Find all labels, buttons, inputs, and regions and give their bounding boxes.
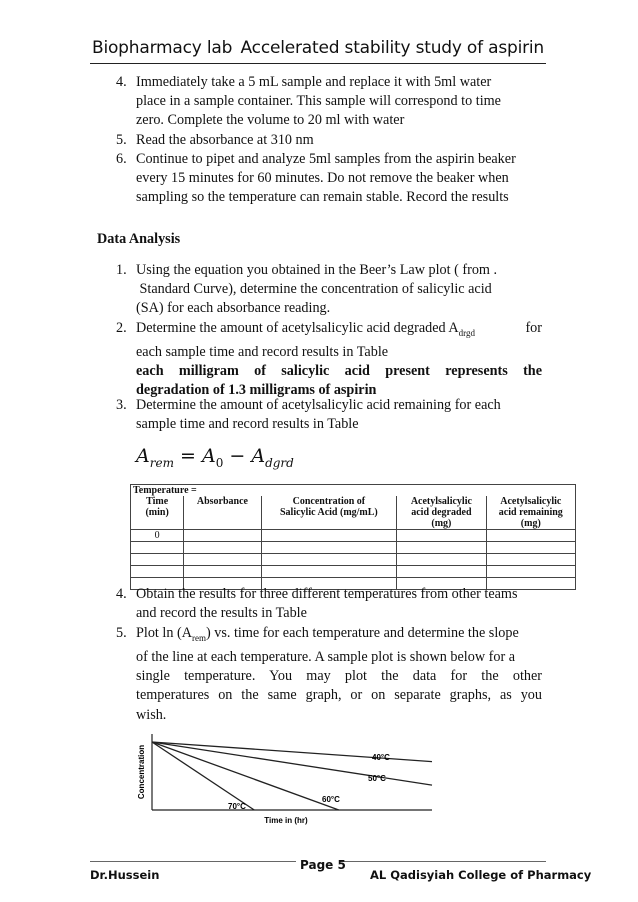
table-cell — [486, 566, 575, 578]
step-text — [136, 396, 542, 434]
table-cell — [184, 542, 261, 554]
text-line: temperatures on the same graph, or on separate graphs, as you — [136, 687, 542, 704]
series-line — [152, 742, 432, 785]
step-number: 6. — [116, 151, 127, 167]
results-table — [130, 484, 576, 590]
section-title: Data Analysis — [97, 231, 181, 247]
text-line: Standard Curve), determine the concentration of salicylic acid — [136, 281, 492, 298]
table-header: acid degraded — [397, 507, 486, 518]
table-cell — [486, 530, 575, 542]
series-line — [152, 742, 432, 762]
text-span: Determine the amount of acetylsalicylic acid degraded A — [136, 320, 459, 336]
table-header: acid remaining — [486, 507, 575, 518]
subscript: rem — [191, 632, 206, 643]
text-line: and record the results in Table — [136, 605, 307, 622]
table-cell — [261, 566, 397, 578]
series-label: 70°C — [228, 802, 246, 811]
series-line — [152, 742, 339, 810]
series-label: 50°C — [368, 774, 386, 783]
step-number: 3. — [116, 397, 127, 413]
step-number: 2. — [116, 320, 127, 336]
text-span: for — [525, 320, 542, 336]
table-header-row — [131, 496, 576, 507]
bold-line: each milligram of salicylic acid present represents the — [136, 363, 542, 380]
y-axis-label: Concentration — [137, 744, 146, 800]
table-header: (mg) — [486, 518, 575, 530]
table-header — [184, 507, 261, 518]
text-line: every 15 minutes for 60 minutes. Do not remove the beaker when — [136, 170, 509, 187]
table-cell — [397, 566, 486, 578]
formula-op: = — [173, 445, 202, 467]
table-cell — [184, 566, 261, 578]
formula-term: A — [251, 445, 266, 467]
text-line: (SA) for each absorbance reading. — [136, 300, 331, 317]
table-header: Acetylsalicylic — [486, 496, 575, 507]
series-group — [152, 742, 432, 811]
table-cell — [486, 542, 575, 554]
header-divider — [90, 63, 546, 64]
x-axis-label: Time in (hr) — [264, 816, 308, 825]
text-line: Continue to pipet and analyze 5ml samples from the aspirin beaker — [136, 151, 516, 167]
text-line: sampling so the temperature can remain stable. Record the results — [136, 189, 509, 206]
text-line: sample time and record results in Table — [136, 416, 359, 433]
sample-plot — [136, 730, 436, 825]
text-line: zero. Complete the volume to 20 ml with water — [136, 112, 405, 129]
table-cell — [397, 554, 486, 566]
table-header — [261, 518, 397, 530]
formula-sub: dgrd — [265, 455, 294, 470]
text-line: Obtain the results for three different temperatures from other teams — [136, 586, 518, 602]
header-left: Biopharmacy lab — [92, 38, 233, 58]
table-row — [131, 566, 576, 578]
table-header: Concentration of — [261, 496, 397, 507]
step-text — [136, 624, 542, 725]
step-number: 4. — [116, 586, 127, 602]
formula-op: − — [223, 445, 252, 467]
table-cell — [261, 554, 397, 566]
text-line: Using the equation you obtained in the Beer’s Law plot ( from . — [136, 262, 498, 278]
table-row — [131, 542, 576, 554]
formula-sub: rem — [149, 455, 174, 470]
step-text — [136, 131, 542, 150]
footer-divider-right — [340, 861, 546, 862]
step-number: 4. — [116, 74, 127, 90]
text-line — [136, 624, 542, 648]
table-header: Absorbance — [184, 496, 261, 507]
footer-author: Dr.Hussein — [90, 868, 160, 882]
footer-divider-left — [90, 861, 296, 862]
text-line: each sample time and record results in Table — [136, 344, 389, 361]
footer-page-number: Page 5 — [300, 858, 346, 872]
table-header: Salicylic Acid (mg/mL) — [261, 507, 397, 518]
table-row — [131, 554, 576, 566]
table-title-row — [131, 485, 576, 497]
table-cell — [397, 530, 486, 542]
table-header-row — [131, 507, 576, 518]
text-line: place in a sample container. This sample will correspond to time — [136, 93, 501, 110]
text-line: single temperature. You may plot the data for the other — [136, 668, 542, 685]
table-header: Time — [131, 496, 184, 507]
table-cell — [131, 542, 184, 554]
series-line — [152, 742, 254, 810]
table-title: Temperature = — [131, 485, 576, 497]
text-line: wish. — [136, 706, 167, 723]
formula — [136, 445, 294, 470]
table-cell — [261, 542, 397, 554]
table-header: (min) — [131, 507, 184, 518]
step-text — [136, 150, 542, 208]
table-cell — [131, 554, 184, 566]
text-span: ) vs. time for each temperature and determine the slope — [205, 625, 519, 641]
series-label: 40°C — [372, 753, 390, 762]
step-text — [136, 73, 542, 131]
table-row — [131, 530, 576, 542]
text-line: Immediately take a 5 mL sample and replace it with 5ml water — [136, 74, 492, 90]
step-number: 5. — [116, 132, 127, 148]
text-line — [136, 319, 542, 343]
table-cell: 0 — [131, 530, 184, 542]
text-line: of the line at each temperature. A sample plot is shown below for a — [136, 649, 516, 666]
step-text — [136, 261, 542, 319]
subscript: drgd — [458, 327, 475, 338]
footer-college: AL Qadisyiah College of Pharmacy — [370, 868, 592, 882]
text-line: Determine the amount of acetylsalicylic acid remaining for each — [136, 397, 501, 413]
step-text — [136, 585, 542, 623]
table-cell — [184, 554, 261, 566]
table-cell — [184, 530, 261, 542]
table-header — [184, 518, 261, 530]
formula-term: A — [136, 445, 150, 467]
table-cell — [131, 566, 184, 578]
step-number: 1. — [116, 262, 127, 278]
header-right: Accelerated stability study of aspirin — [240, 38, 544, 58]
page-header — [92, 38, 544, 58]
table-cell — [397, 542, 486, 554]
step-number: 5. — [116, 625, 127, 641]
table-cell — [486, 554, 575, 566]
table-header — [131, 518, 184, 530]
table-header-row — [131, 518, 576, 530]
text-line: Read the absorbance at 310 nm — [136, 132, 314, 148]
formula-term: A — [201, 445, 216, 467]
step-text — [136, 319, 542, 401]
table-cell — [261, 530, 397, 542]
formula-sub: 0 — [215, 455, 224, 470]
bold-line: degradation of 1.3 milligrams of aspirin — [136, 382, 377, 399]
series-label: 60°C — [322, 795, 340, 804]
table-header: Acetylsalicylic — [397, 496, 486, 507]
text-span: Plot ln (A — [136, 625, 192, 641]
table-header: (mg) — [397, 518, 486, 530]
